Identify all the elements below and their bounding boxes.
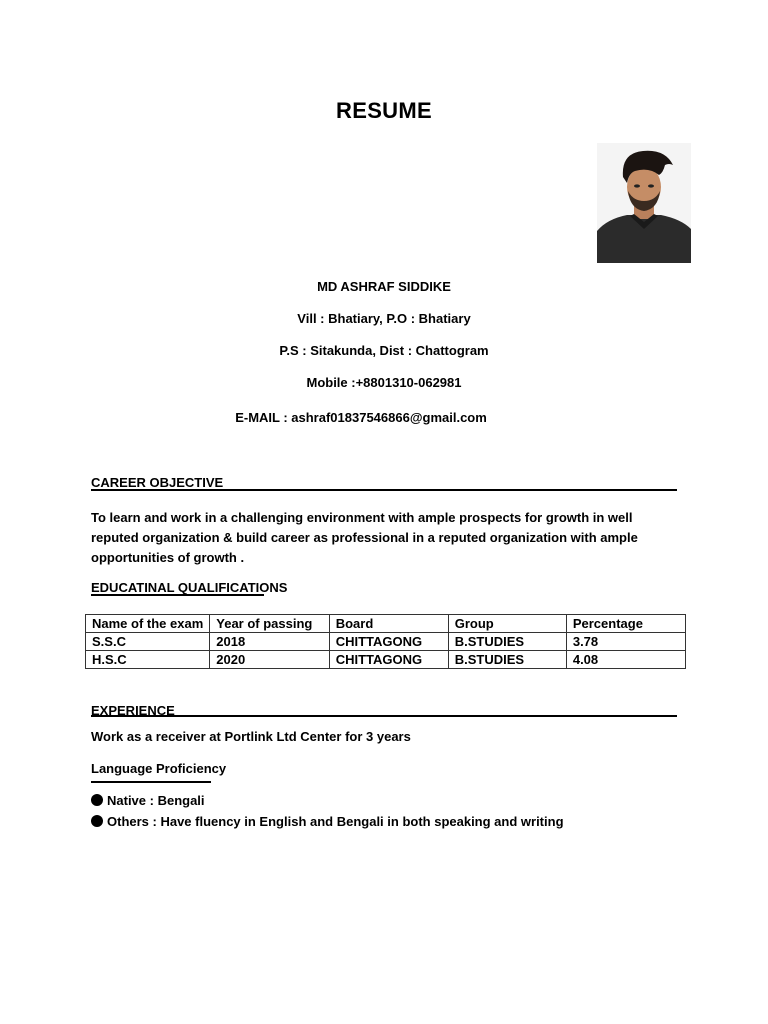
language-heading: [91, 761, 226, 776]
contact-name: MD ASHRAF SIDDIKE: [317, 279, 451, 294]
contact-mobile: Mobile :+8801310-062981: [306, 375, 462, 390]
education-heading: [91, 580, 287, 595]
education-table: [85, 614, 686, 669]
table-row: [86, 633, 686, 651]
language-rule: [91, 781, 211, 783]
cell-group: B.STUDIES: [448, 651, 566, 669]
experience-text: Work as a receiver at Portlink Ltd Center for 3 years: [91, 729, 411, 744]
table-row: [86, 651, 686, 669]
header-cell-exam: Name of the exam: [86, 615, 210, 633]
language-heading-text: Language Proficiency: [91, 761, 227, 776]
resume-title: RESUME: [336, 98, 432, 123]
list-item: [91, 814, 564, 829]
cell-board: CHITTAGONG: [329, 633, 448, 651]
cell-percentage: 4.08: [566, 651, 685, 669]
profile-photo: [597, 143, 691, 263]
cell-year: 2020: [210, 651, 329, 669]
career-objective-heading-text: CAREER OBJECTIVE: [91, 475, 224, 490]
header-cell-board: Board: [329, 615, 448, 633]
career-objective-heading: [91, 475, 223, 490]
experience-rule: [91, 715, 677, 717]
language-item-others: Others : Have fluency in English and Bengali in both speaking and writing: [107, 814, 564, 829]
contact-email: E-MAIL : ashraf01837546866@gmail.com: [235, 410, 487, 425]
career-objective-text: To learn and work in a challenging environment with ample prospects for growth in well reputed organization & build career as professional in a reputed organization with ample opportunities of growth .: [91, 510, 638, 565]
bullet-dot-icon: [91, 794, 103, 806]
header-cell-percentage: Percentage: [566, 615, 685, 633]
contact-address-village: Vill : Bhatiary, P.O : Bhatiary: [297, 311, 471, 326]
cell-percentage: 3.78: [566, 633, 685, 651]
cell-exam: H.S.C: [86, 651, 210, 669]
cell-group: B.STUDIES: [448, 633, 566, 651]
cell-board: CHITTAGONG: [329, 651, 448, 669]
cell-exam: S.S.C: [86, 633, 210, 651]
experience-heading-text: EXPERIENCE: [91, 703, 175, 718]
list-item: [91, 793, 205, 808]
language-item-native: Native : Bengali: [107, 793, 205, 808]
education-heading-text: EDUCATINAL QUALIFICATIONS: [91, 580, 288, 595]
contact-address-district: P.S : Sitakunda, Dist : Chattogram: [279, 343, 489, 358]
bullet-dot-icon: [91, 815, 103, 827]
education-table-header-row: [86, 615, 686, 633]
cell-year: 2018: [210, 633, 329, 651]
header-cell-year: Year of passing: [210, 615, 329, 633]
header-cell-group: Group: [448, 615, 566, 633]
experience-heading: [91, 703, 175, 718]
